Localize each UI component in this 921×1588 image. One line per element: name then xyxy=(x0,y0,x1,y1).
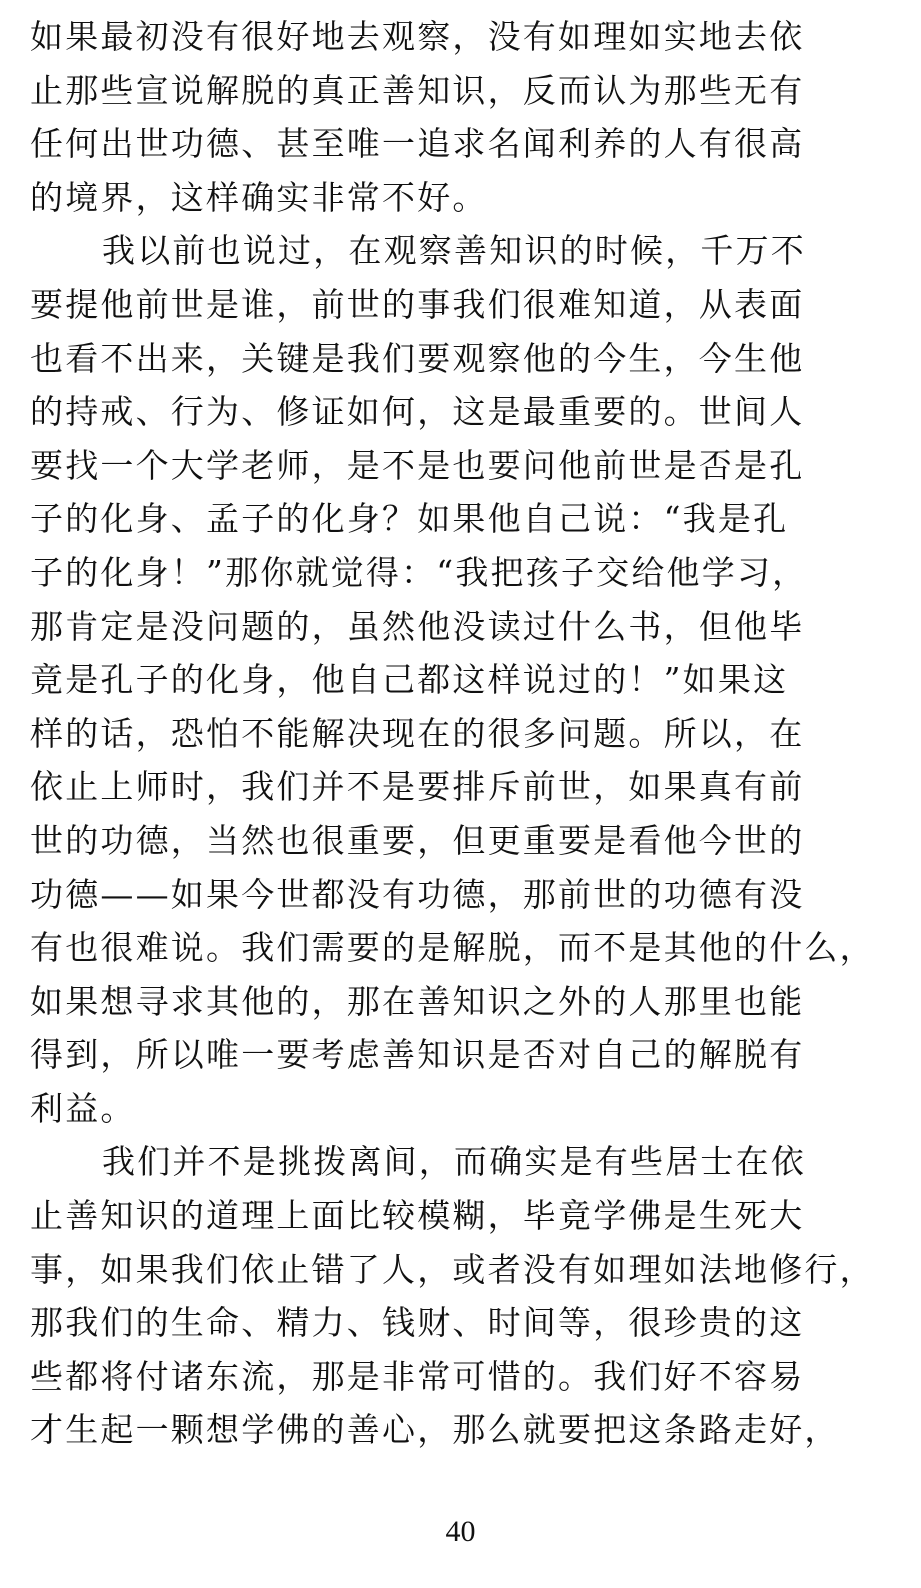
text-line: 那我们的生命、精力、钱财、时间等，很珍贵的这 xyxy=(30,1303,805,1343)
text-line: 止那些宣说解脱的真正善知识，反而认为那些无有 xyxy=(30,70,805,110)
text-line: 也看不出来，关键是我们要观察他的今生，今生他 xyxy=(30,338,805,378)
text-line: 止善知识的道理上面比较模糊，毕竟学佛是生死大 xyxy=(30,1196,805,1236)
text-line: 利益。 xyxy=(30,1088,136,1128)
body-text xyxy=(30,10,875,1457)
text-line: 如果最初没有很好地去观察，没有如理如实地去依 xyxy=(30,17,805,56)
text-line: 得到，所以唯一要考虑善知识是否对自己的解脱有 xyxy=(30,1035,805,1075)
text-line: 才生起一颗想学佛的善心，那么就要把这条路走好， xyxy=(30,1410,840,1450)
text-line: 要找一个大学老师，是不是也要问他前世是否是孔 xyxy=(30,445,805,485)
text-line: 要提他前世是谁，前世的事我们很难知道，从表面 xyxy=(30,284,805,324)
text-line: 事，如果我们依止错了人，或者没有如理如法地修行， xyxy=(30,1249,875,1289)
text-line: 功德——如果今世都没有功德，那前世的功德有没 xyxy=(30,874,805,914)
text-line: 竟是孔子的化身，他自己都这样说过的！”如果这 xyxy=(30,660,789,700)
text-line: 子的化身、孟子的化身？如果他自己说：“我是孔 xyxy=(30,499,789,539)
paragraph-first-line: 我们并不是挑拨离间，而确实是有些居士在依 xyxy=(102,1142,806,1182)
text-line: 依止上师时，我们并不是要排斥前世，如果真有前 xyxy=(30,767,805,807)
text-line: 有也很难说。我们需要的是解脱，而不是其他的什么， xyxy=(30,928,875,968)
text-line: 些都将付诸东流，那是非常可惜的。我们好不容易 xyxy=(30,1356,805,1396)
text-line: 样的话，恐怕不能解决现在的很多问题。所以，在 xyxy=(30,713,805,753)
text-line: 如果想寻求其他的，那在善知识之外的人那里也能 xyxy=(30,981,805,1021)
text-line: 任何出世功德、甚至唯一追求名闻利养的人有很高 xyxy=(30,124,805,164)
text-line: 的境界，这样确实非常不好。 xyxy=(30,177,488,217)
page-number: 40 xyxy=(445,1515,476,1548)
text-line: 的持戒、行为、修证如何，这是最重要的。世间人 xyxy=(30,392,805,432)
text-line: 世的功德，当然也很重要，但更重要是看他今世的 xyxy=(30,820,805,860)
text-line: 子的化身！”那你就觉得：“我把孩子交给他学习， xyxy=(30,552,808,592)
paragraph-first-line: 我以前也说过，在观察善知识的时候，千万不 xyxy=(102,231,806,271)
text-line: 那肯定是没问题的，虽然他没读过什么书，但他毕 xyxy=(30,606,805,646)
